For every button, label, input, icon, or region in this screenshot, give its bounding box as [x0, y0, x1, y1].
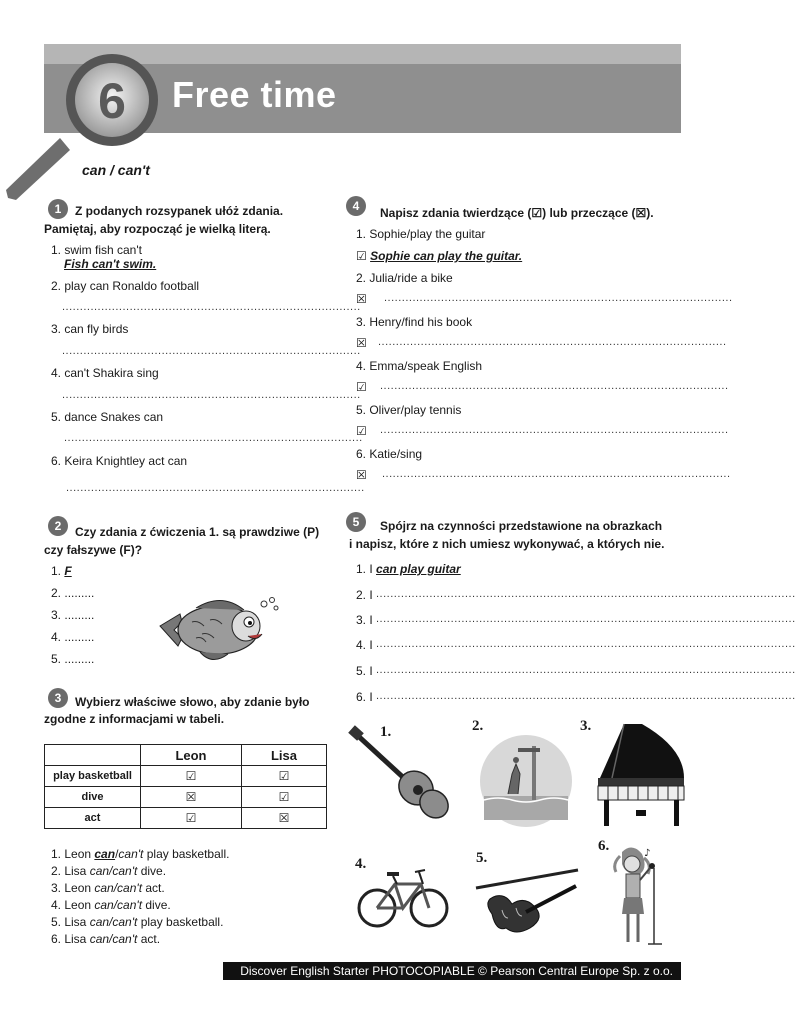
singer-icon: [608, 844, 676, 948]
table-cell-mark: ☒: [241, 808, 326, 829]
ex4-item-4-answer-line[interactable]: ..................................................................................................: [380, 380, 729, 392]
ex5-item-1: [356, 562, 461, 577]
table-header-lisa: Lisa: [241, 745, 326, 766]
ex5-item-3-answer-line[interactable]: ......................................................................................................................: [376, 613, 796, 625]
ex3-sentence-4-post: dive.: [142, 898, 171, 912]
ex2-item-2[interactable]: [51, 586, 94, 601]
ex1-item-5-answer-line[interactable]: ....................................................................................: [64, 432, 363, 444]
exercise-5-instruction-2: i napisz, które z nich umiesz wykonywać, a których nie.: [349, 537, 665, 551]
ex1-item-1-answer: Fish can't swim.: [64, 257, 157, 271]
table-cell-mark: ☑: [141, 766, 242, 787]
ex2-item-1-answer: F: [64, 564, 72, 578]
ex5-item-4-prefix: 4. I: [356, 638, 373, 652]
picture-5-number: 5.: [476, 850, 488, 866]
fish-illustration: [152, 592, 282, 670]
table-header-leon: Leon: [141, 745, 242, 766]
ex1-item-6-prompt: 6. Keira Knightley act can: [51, 454, 188, 468]
guitar-icon: [348, 726, 453, 818]
ex4-item-5-answer-line[interactable]: ..................................................................................................: [380, 424, 729, 436]
exercise-1-badge: 1: [48, 199, 68, 219]
ex1-item-2-answer-line[interactable]: ....................................................................................: [62, 301, 361, 313]
table-corner: [45, 745, 141, 766]
ex3-sentence-5-post: play basketball.: [137, 915, 224, 929]
exercise-4-badge: 4: [346, 196, 366, 216]
ex3-sentence-6-post: act.: [137, 932, 161, 946]
ex3-sentence-5-pre: 5. Lisa: [51, 915, 90, 929]
ex1-item-4-prompt: 4. can't Shakira sing: [51, 366, 159, 380]
exercise-3-instruction: Wybierz właściwe słowo, aby zdanie było: [75, 695, 310, 709]
table-row: [45, 808, 327, 829]
ex2-item-4-blank[interactable]: .........: [64, 630, 95, 644]
ex2-item-1: [51, 564, 72, 579]
ability-table: [44, 744, 327, 829]
ex4-item-6-prompt: 6. Katie/sing: [356, 447, 423, 461]
ex4-item-2-mark: ☒: [356, 292, 367, 306]
copyright-footer: Discover English Starter PHOTOCOPIABLE © Pearson Central Europe Sp. z o.o.: [223, 962, 681, 980]
ex3-sentence-2-pre: 2. Lisa: [51, 864, 90, 878]
exercise-2-instruction: Czy zdania z ćwiczenia 1. są prawdziwe (P): [75, 525, 320, 539]
ex3-sentence-4-choice[interactable]: can/can't: [94, 898, 143, 912]
ex3-sentence-6: [51, 932, 160, 947]
ex2-item-1-label: 1.: [51, 564, 62, 578]
ex4-item-3-prompt: 3. Henry/find his book: [356, 315, 473, 329]
ex4-item-2-answer-line[interactable]: ..................................................................................................: [384, 292, 733, 304]
ex2-item-4-label: 4.: [51, 630, 62, 644]
ex4-item-3-mark: ☒: [356, 336, 367, 350]
ex3-sentence-6-pre: 6. Lisa: [51, 932, 90, 946]
ex4-item-4-mark: ☑: [356, 380, 367, 394]
ex4-item-4-prompt: 4. Emma/speak English: [356, 359, 483, 373]
ex5-item-6-prefix: 6. I: [356, 690, 373, 704]
ex4-item-6-answer-line[interactable]: ..................................................................................................: [382, 468, 731, 480]
exercise-3-instruction-2: zgodne z informacjami w tabeli.: [44, 712, 225, 726]
ex3-sentence-3-pre: 3. Leon: [51, 881, 95, 895]
ex5-item-1-answer: can play guitar: [376, 562, 461, 576]
ex5-item-2-prefix: 2. I: [356, 588, 373, 602]
ex3-sentence-2-post: dive.: [137, 864, 167, 878]
exercise-4-instruction: Napisz zdania twierdzące (☑) lub przeczące (☒).: [380, 206, 654, 220]
table-row: [45, 766, 327, 787]
exercise-1-instruction-2: Pamiętaj, aby rozpocząć je wielką literą.: [44, 222, 271, 236]
ex3-sentence-5-choice[interactable]: can/can't: [89, 915, 138, 929]
ex1-item-3-answer-line[interactable]: ....................................................................................: [62, 345, 361, 357]
picture-6-number: 6.: [598, 838, 610, 854]
ex5-item-3-prefix: 3. I: [356, 613, 373, 627]
picture-1-number: 1.: [380, 724, 392, 740]
ex4-item-3-answer-line[interactable]: ..................................................................................................: [378, 336, 727, 348]
table-cell-mark: ☑: [141, 808, 242, 829]
ex2-item-2-blank[interactable]: .........: [64, 586, 95, 600]
ex2-item-4[interactable]: [51, 630, 94, 645]
ex5-item-4-answer-line[interactable]: ......................................................................................................................: [376, 638, 796, 650]
table-cell-mark: ☑: [241, 766, 326, 787]
piano-icon: [594, 718, 689, 830]
ex5-item-1-prefix: 1. I: [356, 562, 373, 576]
ex3-sentence-6-choice[interactable]: can/can't: [89, 932, 138, 946]
ex2-item-5-blank[interactable]: .........: [64, 652, 95, 666]
table-row-label: dive: [45, 787, 141, 808]
diving-icon: [478, 734, 574, 828]
unit-number: 6: [98, 73, 126, 129]
table-cell-mark: ☑: [241, 787, 326, 808]
table-row-label: act: [45, 808, 141, 829]
ex3-sentence-3-choice[interactable]: can/can't: [94, 881, 143, 895]
ex5-item-5-answer-line[interactable]: ......................................................................................................................: [376, 664, 796, 676]
ex3-sentence-1-pre: 1. Leon: [51, 847, 95, 861]
ex5-item-2-answer-line[interactable]: ......................................................................................................................: [376, 588, 796, 600]
table-row: [45, 787, 327, 808]
ex3-sentence-2-choice[interactable]: can/can't: [89, 864, 138, 878]
ex2-item-3-blank[interactable]: .........: [64, 608, 95, 622]
page-subtitle: can / can't: [82, 162, 150, 178]
exercise-2-instruction-2: czy fałszywe (F)?: [44, 543, 143, 557]
picture-4-number: 4.: [355, 856, 367, 872]
ex1-item-1-prompt: 1. swim fish can't: [51, 243, 142, 257]
ex3-sentence-4-pre: 4. Leon: [51, 898, 95, 912]
ex2-item-2-label: 2.: [51, 586, 62, 600]
table-header-row: [45, 745, 327, 766]
ex3-sentence-4: [51, 898, 171, 913]
ex4-item-5-mark: ☑: [356, 424, 367, 438]
ex3-sentence-3-post: act.: [142, 881, 165, 895]
ex4-item-6-mark: ☒: [356, 468, 367, 482]
ex1-item-4-answer-line[interactable]: ....................................................................................: [62, 389, 361, 401]
ex3-sentence-1-choice-a[interactable]: can: [94, 847, 116, 861]
ex2-item-5-label: 5.: [51, 652, 62, 666]
ex4-item-1-prompt: 1. Sophie/play the guitar: [356, 227, 486, 241]
ex5-item-6-answer-line[interactable]: ......................................................................................................................: [376, 690, 796, 702]
ex2-item-5[interactable]: [51, 652, 94, 667]
ex3-sentence-5: [51, 915, 223, 930]
ex5-item-5-prefix: 5. I: [356, 664, 373, 678]
exercise-1-instruction: Z podanych rozsypanek ułóż zdania.: [75, 204, 284, 218]
ex3-sentence-1-post: play basketball.: [143, 847, 230, 861]
picture-2-number: 2.: [472, 718, 484, 734]
table-row-label: play basketball: [45, 766, 141, 787]
ex4-item-5-prompt: 5. Oliver/play tennis: [356, 403, 462, 417]
ex1-item-5-prompt: 5. dance Snakes can: [51, 410, 164, 424]
ex3-sentence-3: [51, 881, 165, 896]
ex1-item-6-answer-line[interactable]: ....................................................................................: [66, 482, 365, 494]
ex3-sentence-1: [51, 847, 229, 862]
exercise-3-badge: 3: [48, 688, 68, 708]
ex4-item-1-mark: ☑: [356, 249, 367, 263]
ex3-sentence-2: [51, 864, 166, 879]
ex3-sentence-1-choice-b[interactable]: can't: [118, 847, 144, 861]
page-title: Free time: [172, 74, 337, 115]
table-cell-mark: ☒: [141, 787, 242, 808]
picture-3-number: 3.: [580, 718, 592, 734]
bicycle-icon: [357, 862, 449, 930]
ex1-item-3-prompt: 3. can fly birds: [51, 322, 129, 336]
ex2-item-3[interactable]: [51, 608, 94, 623]
exercise-5-badge: 5: [346, 512, 366, 532]
ex3-sentence-1-sep: /: [115, 847, 119, 861]
ex4-item-1-answer: Sophie can play the guitar.: [370, 249, 523, 263]
magnifier-icon: [4, 52, 164, 204]
ex1-item-2-prompt: 2. play can Ronaldo football: [51, 279, 200, 293]
svg-text:♪: ♪: [644, 848, 651, 859]
ex4-item-2-prompt: 2. Julia/ride a bike: [356, 271, 453, 285]
ex2-item-3-label: 3.: [51, 608, 62, 622]
exercise-5-instruction: Spójrz na czynności przedstawione na obrazkach: [380, 519, 663, 533]
ex4-item-1-answer-row: [356, 249, 522, 264]
violin-icon: [472, 866, 584, 940]
exercise-2-badge: 2: [48, 516, 68, 536]
